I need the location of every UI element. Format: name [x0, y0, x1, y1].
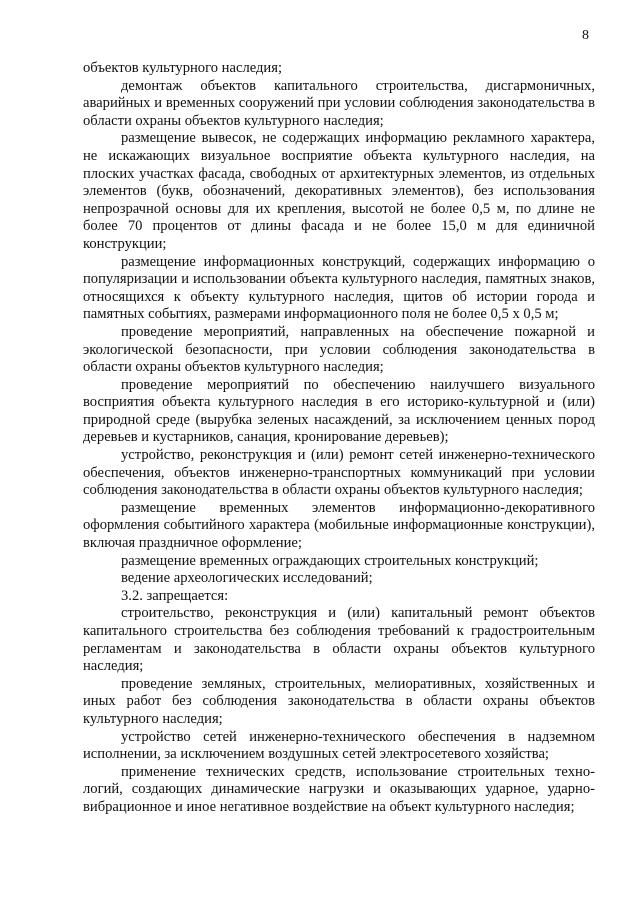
paragraph-technical-means: применение технических средств, использование строительных технологий, создающих динамические нагрузки и оказывающих ударное, ударно-вибрационное и иное негативное воздействие на объект культурного наследия; — [83, 763, 595, 815]
paragraph-engineering-networks: устройство, реконструкция и (или) ремонт сетей инженерно-технического обеспечения, объектов инженерно-транспортных коммуникаций при условии соблюдения законодательства в области охраны объектов культурного наследия; — [83, 447, 595, 499]
section-heading-prohibited: 3.2. запрещается: — [121, 587, 229, 604]
paragraph-earthworks: проведение земляных, строительных, мелиоративных, хозяйственных и иных работ без соблюдения законодательства в области охраны объектов культурного наследия; — [83, 675, 595, 727]
paragraph-construction: строительство, реконструкция и (или) капитальный ремонт объектов капитального строительства без соблюдения требований к градостроительным регламентам и законодательства в области охраны объектов культурного наследия; — [83, 605, 595, 675]
paragraph-fire-safety: проведение мероприятий, направленных на обеспечение пожарной и экологической безопасности, при условии соблюдения законодательства в области охраны объектов культурного наследия; — [83, 323, 595, 376]
document-body — [83, 60, 595, 817]
paragraph-info-structures: размещение информационных конструкций, содержащих информацию о популяризации и использовании объекта культурного наследия, памятных знаков, относящихся к объекту культурного наследия, щитов об истории города и памятных событиях, размерами информационного поля не более 0,5 х 0,5 м; — [83, 253, 595, 323]
paragraph-visual-perception: проведение мероприятий по обеспечению наилучшего визуального восприятия объекта культурного наследия в его историко-культурной и (или) природной среде (вырубка зеленых насаждений, за исключением ценных пород деревьев и кустарников, санация, кронирование деревьев); — [83, 376, 595, 446]
paragraph-overhead-networks: устройство сетей инженерно-технического обеспечения в надземном исполнении, за исключением воздушных сетей электросетевого хозяйства; — [83, 728, 595, 763]
paragraph-signboards: размещение вывесок, не содержащих информацию рекламного характера, не искажающих визуальное восприятие объекта культурного наследия, на плоских участках фасада, свободных от архитектурных элементов, из отдельных элементов (букв, обозначений, декоративных элементов), без использования непрозрачной основы для их крепления, высотой не более 0,5 м, по длине не более 70 процентов от длины фасада и не более 15,0 м для единичной конструкции; — [83, 130, 595, 252]
paragraph-continuation: объектов культурного наследия; — [83, 60, 283, 76]
paragraph-demolition: демонтаж объектов капитального строительства, дисгармоничных, аварийных и временных сооружений при условии соблюдения законодательства в области охраны объектов культурного наследия; — [83, 77, 595, 129]
page-number: 8 — [582, 28, 589, 43]
paragraph-temporary-fences: размещение временных ограждающих строительных конструкций; — [121, 552, 539, 569]
paragraph-archaeology: ведение археологических исследований; — [121, 570, 373, 587]
paragraph-temporary-decor: размещение временных элементов информационно-декоративного оформления событийного характера (мобильные информационные конструкции), включая праздничное оформление; — [83, 499, 595, 552]
